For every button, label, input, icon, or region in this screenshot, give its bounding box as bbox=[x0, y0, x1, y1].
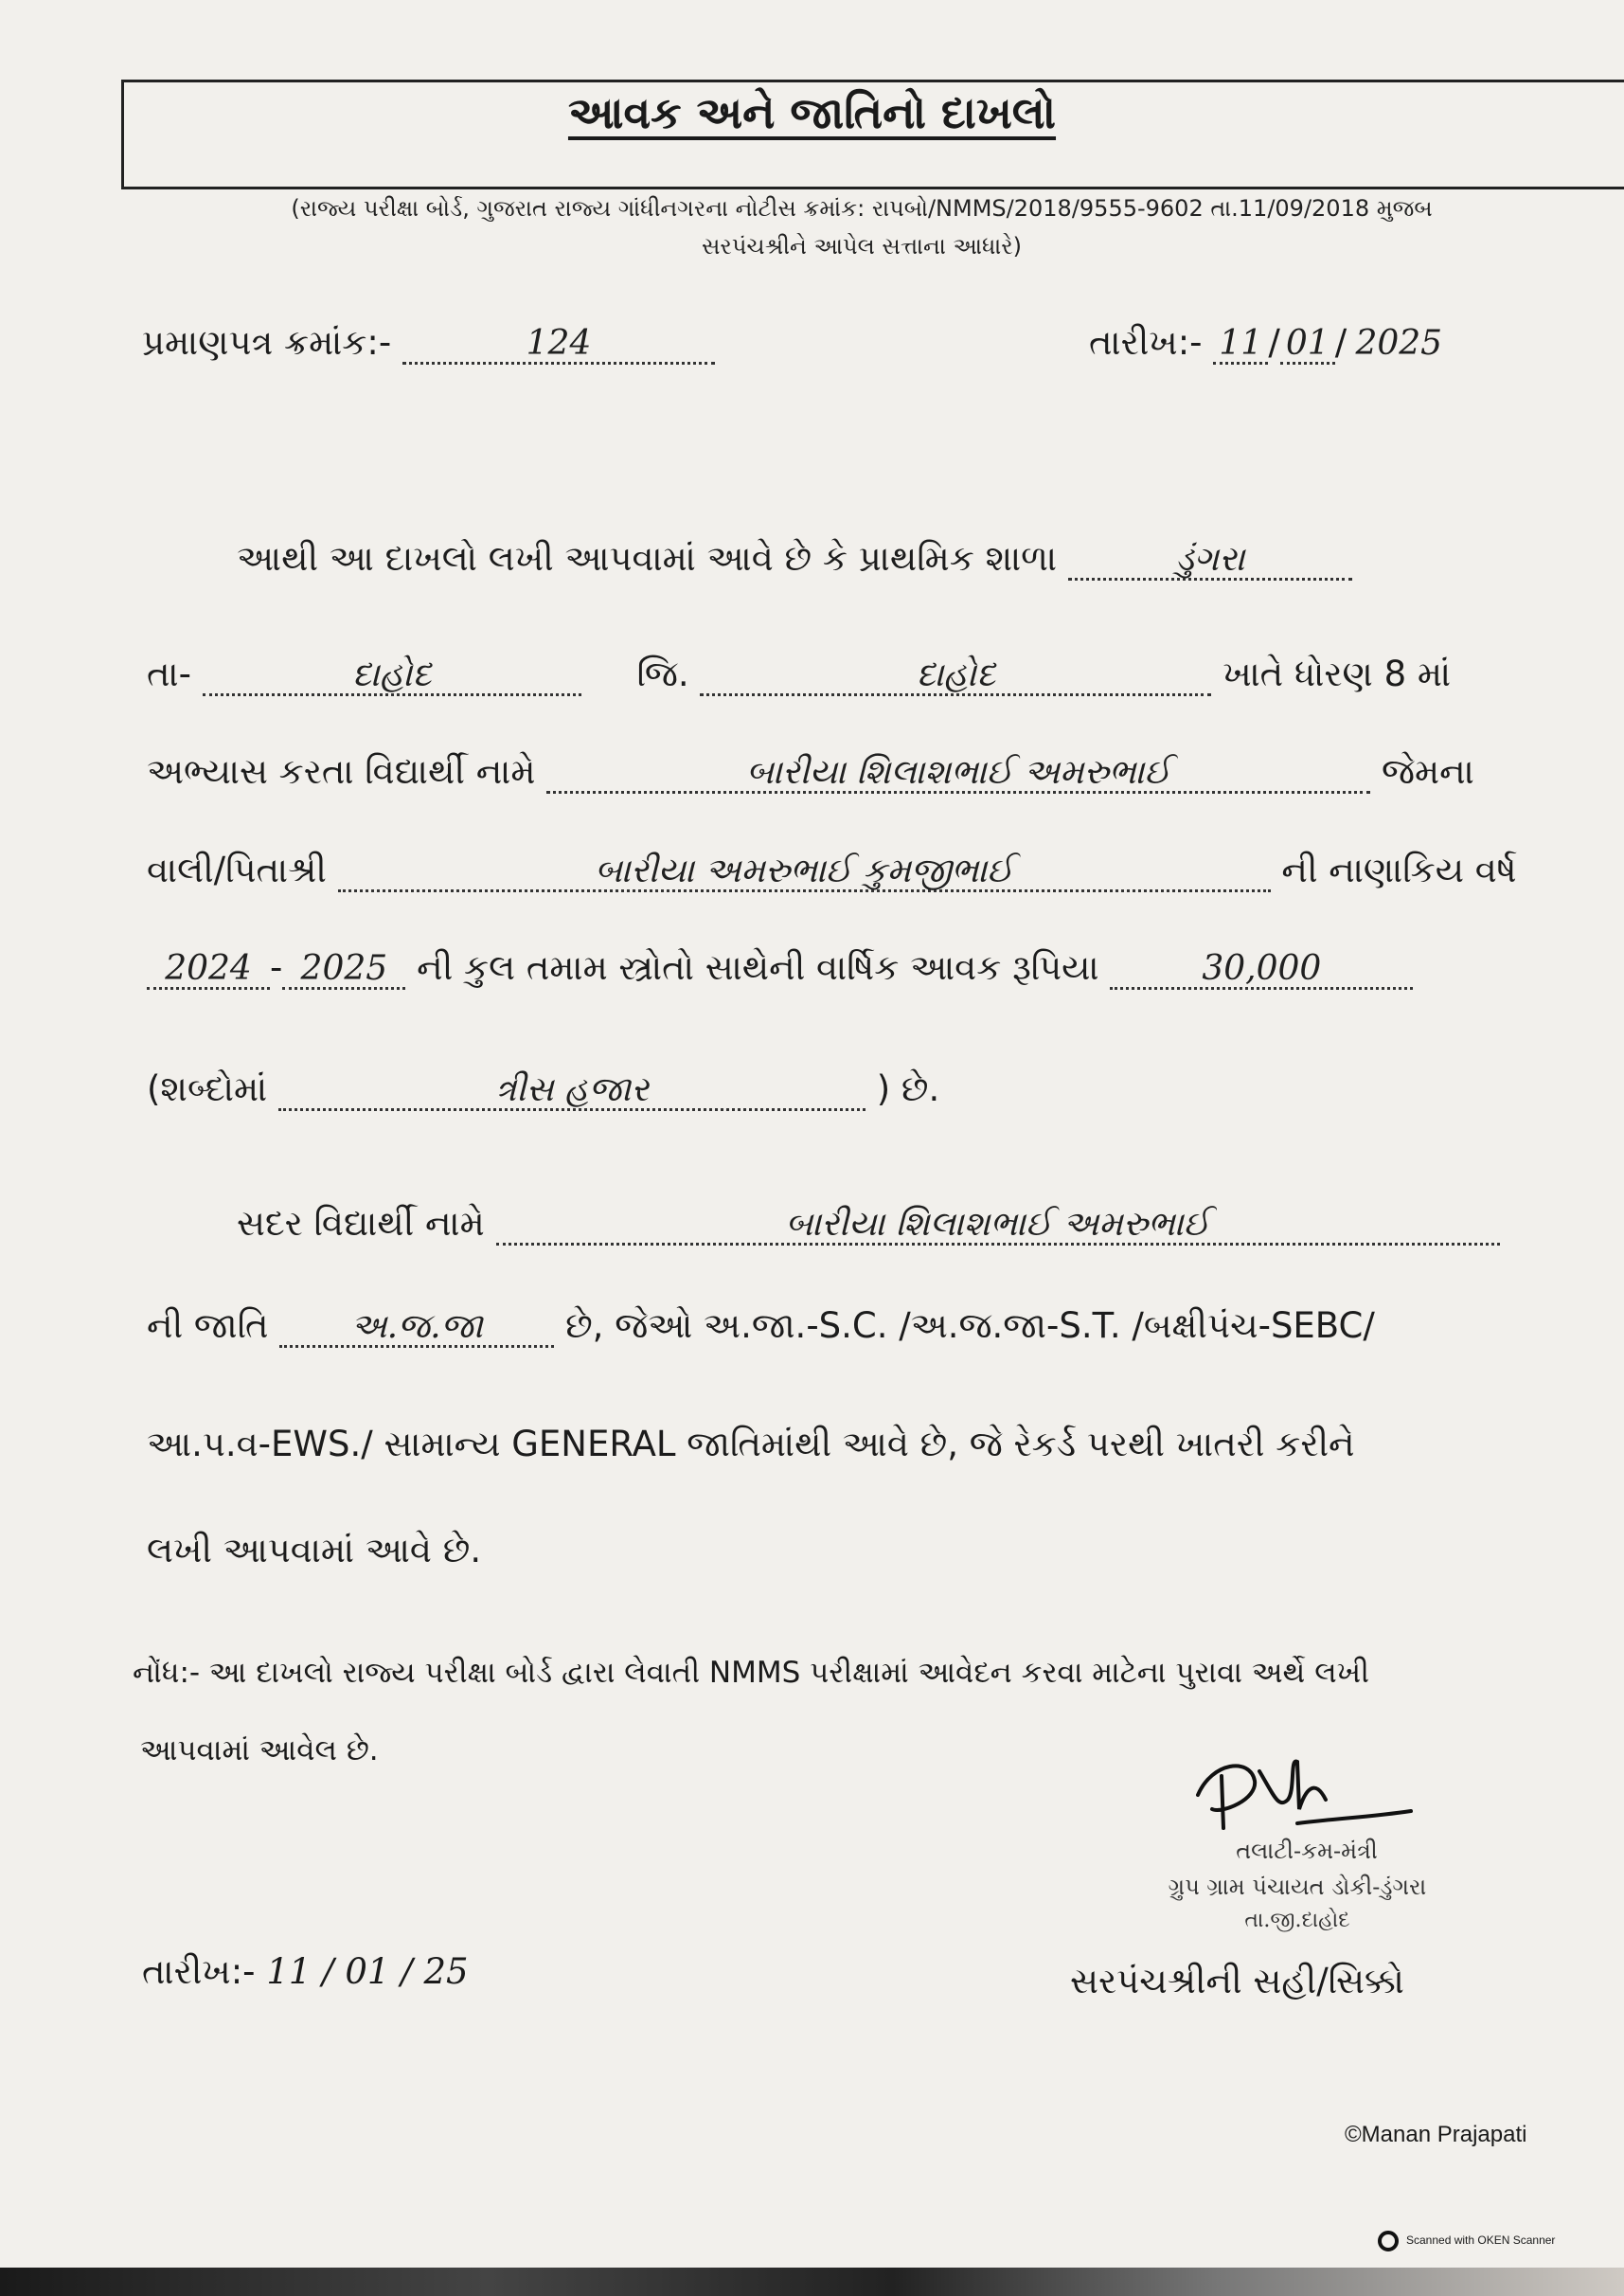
talati-signature bbox=[1184, 1743, 1420, 1838]
footer-date-row bbox=[142, 1951, 469, 1993]
words-label: (શબ્દોમાં bbox=[147, 1068, 268, 1109]
stamp-designation: તલાટી-કમ-મંત્રી bbox=[1236, 1838, 1378, 1864]
para2-line4: લખી આપવામાં આવે છે. bbox=[147, 1530, 482, 1570]
school-name: ડુંગરા bbox=[1068, 542, 1352, 581]
date-row: તારીખ:- 11 / 01 / 2025 bbox=[1089, 322, 1451, 365]
year-from: 2024 bbox=[147, 951, 270, 990]
standard-text: ખાતે ધોરણ 8 માં bbox=[1222, 654, 1452, 694]
stamp-location: તા.જી.દાહોદ bbox=[1244, 1909, 1350, 1932]
taluka-label: તા- bbox=[147, 654, 191, 694]
footer-date-label: તારીખ:- bbox=[142, 1951, 256, 1992]
guardian-name: બારીયા અમરુભાઈ કુમજીભાઈ bbox=[338, 853, 1271, 892]
student-label: અભ્યાસ કરતા વિદ્યાર્થી નામે bbox=[147, 751, 536, 792]
para1-line5: 2024 - 2025 ની કુલ તમામ સ્ત્રોતો સાથેની વાર્ષિક આવક રૂપિયા 30,000 bbox=[147, 947, 1413, 990]
date-label: તારીખ:- bbox=[1089, 322, 1203, 363]
income-amount: 30,000 bbox=[1110, 951, 1413, 990]
caste-label: ની જાતિ bbox=[147, 1305, 269, 1346]
sarpanch-signature-label: સરપંચશ્રીની સહી/સિક્કો bbox=[1070, 1961, 1404, 2001]
words-close: ) છે. bbox=[876, 1068, 940, 1109]
scan-edge-shadow bbox=[0, 2268, 1624, 2296]
para1-line4 bbox=[147, 850, 1517, 892]
para2-line1 bbox=[237, 1203, 1500, 1246]
date-month: 01 bbox=[1280, 326, 1335, 365]
certificate-number-label: પ્રમાણપત્ર ક્રમાંક:- bbox=[142, 322, 392, 363]
scanner-logo-icon bbox=[1378, 2231, 1399, 2251]
date-year: 2025 bbox=[1355, 324, 1443, 363]
caste-value: અ.જ.જા bbox=[279, 1309, 554, 1348]
income-text: ની કુલ તમામ સ્ત્રોતો સાથેની વાર્ષિક આવક રૂપિયા bbox=[417, 947, 1099, 988]
subtitle-line-2: સરપંચશ્રીને આપેલ સત્તાના આધારે) bbox=[701, 233, 1023, 260]
student-name-repeat: બારીયા શિલાશભાઈ અમરુભાઈ bbox=[496, 1207, 1500, 1246]
para1-line3 bbox=[147, 751, 1474, 794]
student-name: બારીયા શિલાશભાઈ અમરુભાઈ bbox=[546, 755, 1370, 794]
para2-text: સદર વિદ્યાર્થી નામે bbox=[237, 1203, 485, 1244]
para2-line3: આ.પ.વ-EWS./ સામાન્ય GENERAL જાતિમાંથી આવે છે, જે રેકર્ડ પરથી ખાતરી કરીને bbox=[147, 1424, 1355, 1464]
note-line-1: નોંધ:- આ દાખલો રાજ્ય પરીક્ષા બોર્ડ દ્વારા લેવાતી NMMS પરીક્ષામાં આવેદન કરવા માટેના પુરાવા અર્થે લખી bbox=[133, 1656, 1369, 1690]
document-title: આવક અને જાતિનો દાખલો bbox=[567, 87, 1057, 138]
document-subtitle bbox=[152, 189, 1572, 265]
guardian-label: વાલી/પિતાશ્રી bbox=[147, 850, 327, 890]
taluka-value: દાહોદ bbox=[203, 657, 581, 696]
certificate-number-row bbox=[142, 322, 715, 365]
district-value: દાહોદ bbox=[700, 657, 1211, 696]
caste-options: છે, જેઓ અ.જા.-S.C. /અ.જ.જા-S.T. /બક્ષીપંચ-SEBC/ bbox=[565, 1305, 1375, 1346]
whose-text: જેમના bbox=[1382, 751, 1474, 792]
fy-text: ની નાણાકિય વર્ષ bbox=[1281, 850, 1517, 890]
year-to: 2025 bbox=[282, 951, 405, 990]
stamp-panchayat: ગ્રુપ ગ્રામ પંચાયત ડોકી-ડુંગરા bbox=[1168, 1874, 1427, 1900]
scanner-watermark bbox=[1378, 2231, 1555, 2251]
copyright-text: ©Manan Prajapati bbox=[1345, 2122, 1527, 2147]
para2-line2 bbox=[147, 1305, 1375, 1348]
subtitle-line-1: (રાજ્ય પરીક્ષા બોર્ડ, ગુજરાત રાજ્ય ગાંધીનગરના નોટીસ ક્રમાંક: રાપબો/NMMS/2018/9555-9602 તા.11/09/2018 મુજબ bbox=[291, 195, 1433, 222]
para1-line1 bbox=[237, 538, 1352, 581]
district-label: જિ. bbox=[636, 654, 689, 694]
footer-date-value: 11 / 01 / 25 bbox=[266, 1951, 469, 1992]
para1-line6 bbox=[147, 1068, 939, 1111]
para1-line2 bbox=[147, 654, 1451, 696]
scanner-text: Scanned with OKEN Scanner bbox=[1406, 2233, 1556, 2248]
certificate-number: 124 bbox=[402, 326, 715, 365]
para1-text: આથી આ દાખલો લખી આપવામાં આવે છે કે પ્રાથમિક શાળા bbox=[237, 538, 1058, 579]
income-in-words: ત્રીસ હજાર bbox=[278, 1072, 866, 1111]
note-line-2: આપવામાં આવેલ છે. bbox=[140, 1733, 379, 1767]
date-day: 11 bbox=[1213, 326, 1268, 365]
